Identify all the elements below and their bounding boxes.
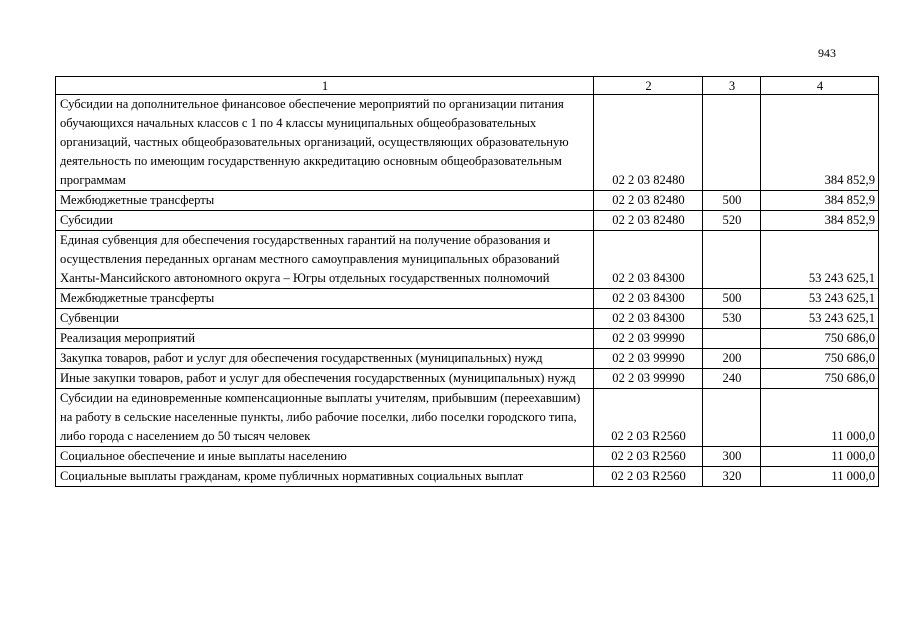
column-header-1: 1 bbox=[56, 77, 594, 95]
row-amount: 53 243 625,1 bbox=[761, 309, 879, 329]
column-header-3: 3 bbox=[703, 77, 761, 95]
row-code: 02 2 03 84300 bbox=[594, 309, 703, 329]
row-name: Субсидии на единовременные компенсационные выплаты учителям, прибывшим (переехавшим) на работу в сельские населенные пункты, либо рабочие поселки, либо поселки городского типа, либо города с населением до 50 тысяч человек bbox=[56, 389, 594, 447]
row-type bbox=[703, 231, 761, 289]
row-code: 02 2 03 99990 bbox=[594, 329, 703, 349]
table-row bbox=[56, 369, 879, 389]
row-amount: 53 243 625,1 bbox=[761, 231, 879, 289]
row-type: 240 bbox=[703, 369, 761, 389]
row-amount: 384 852,9 bbox=[761, 191, 879, 211]
table-row bbox=[56, 447, 879, 467]
row-name: Закупка товаров, работ и услуг для обеспечения государственных (муниципальных) нужд bbox=[56, 349, 594, 369]
row-amount: 11 000,0 bbox=[761, 467, 879, 487]
row-type: 320 bbox=[703, 467, 761, 487]
table-row bbox=[56, 289, 879, 309]
row-type bbox=[703, 389, 761, 447]
row-type: 500 bbox=[703, 191, 761, 211]
row-code: 02 2 03 84300 bbox=[594, 289, 703, 309]
table-row bbox=[56, 329, 879, 349]
row-type: 200 bbox=[703, 349, 761, 369]
row-type: 520 bbox=[703, 211, 761, 231]
row-name: Единая субвенция для обеспечения государственных гарантий на получение образования и осуществления переданных органам местного самоуправления муниципальных образований Ханты-Мансийского автономного округа – Югры отдельных государственных полномочий bbox=[56, 231, 594, 289]
row-name: Межбюджетные трансферты bbox=[56, 289, 594, 309]
row-name: Субвенции bbox=[56, 309, 594, 329]
row-amount: 750 686,0 bbox=[761, 369, 879, 389]
row-type: 500 bbox=[703, 289, 761, 309]
row-amount: 11 000,0 bbox=[761, 389, 879, 447]
row-code: 02 2 03 99990 bbox=[594, 369, 703, 389]
table-row bbox=[56, 191, 879, 211]
row-amount: 11 000,0 bbox=[761, 447, 879, 467]
row-amount: 750 686,0 bbox=[761, 329, 879, 349]
row-code: 02 2 03 R2560 bbox=[594, 467, 703, 487]
row-type bbox=[703, 329, 761, 349]
row-amount: 384 852,9 bbox=[761, 211, 879, 231]
column-header-4: 4 bbox=[761, 77, 879, 95]
row-name: Субсидии bbox=[56, 211, 594, 231]
row-code: 02 2 03 82480 bbox=[594, 95, 703, 191]
table-row bbox=[56, 211, 879, 231]
row-code: 02 2 03 82480 bbox=[594, 211, 703, 231]
table-row bbox=[56, 95, 879, 191]
row-name: Иные закупки товаров, работ и услуг для обеспечения государственных (муниципальных) нужд bbox=[56, 369, 594, 389]
row-name: Субсидии на дополнительное финансовое обеспечение мероприятий по организации питания обучающихся начальных классов с 1 по 4 классы муниципальных общеобразовательных организаций, частных общеобразовательных организаций, осуществляющих образовательную деятельность по имеющим государственную аккредитацию основным общеобразовательным программам bbox=[56, 95, 594, 191]
table-row bbox=[56, 389, 879, 447]
budget-table bbox=[55, 76, 879, 487]
row-type bbox=[703, 95, 761, 191]
row-amount: 750 686,0 bbox=[761, 349, 879, 369]
row-amount: 53 243 625,1 bbox=[761, 289, 879, 309]
row-code: 02 2 03 R2560 bbox=[594, 389, 703, 447]
row-name: Социальное обеспечение и иные выплаты населению bbox=[56, 447, 594, 467]
table-row bbox=[56, 467, 879, 487]
row-name: Социальные выплаты гражданам, кроме публичных нормативных социальных выплат bbox=[56, 467, 594, 487]
row-name: Реализация мероприятий bbox=[56, 329, 594, 349]
row-type: 300 bbox=[703, 447, 761, 467]
row-code: 02 2 03 99990 bbox=[594, 349, 703, 369]
row-type: 530 bbox=[703, 309, 761, 329]
table-header-row bbox=[56, 77, 879, 95]
table-row bbox=[56, 349, 879, 369]
row-code: 02 2 03 84300 bbox=[594, 231, 703, 289]
page-number: 943 bbox=[818, 46, 836, 60]
row-code: 02 2 03 82480 bbox=[594, 191, 703, 211]
table-row bbox=[56, 309, 879, 329]
table-row bbox=[56, 231, 879, 289]
column-header-2: 2 bbox=[594, 77, 703, 95]
row-code: 02 2 03 R2560 bbox=[594, 447, 703, 467]
row-name: Межбюджетные трансферты bbox=[56, 191, 594, 211]
row-amount: 384 852,9 bbox=[761, 95, 879, 191]
